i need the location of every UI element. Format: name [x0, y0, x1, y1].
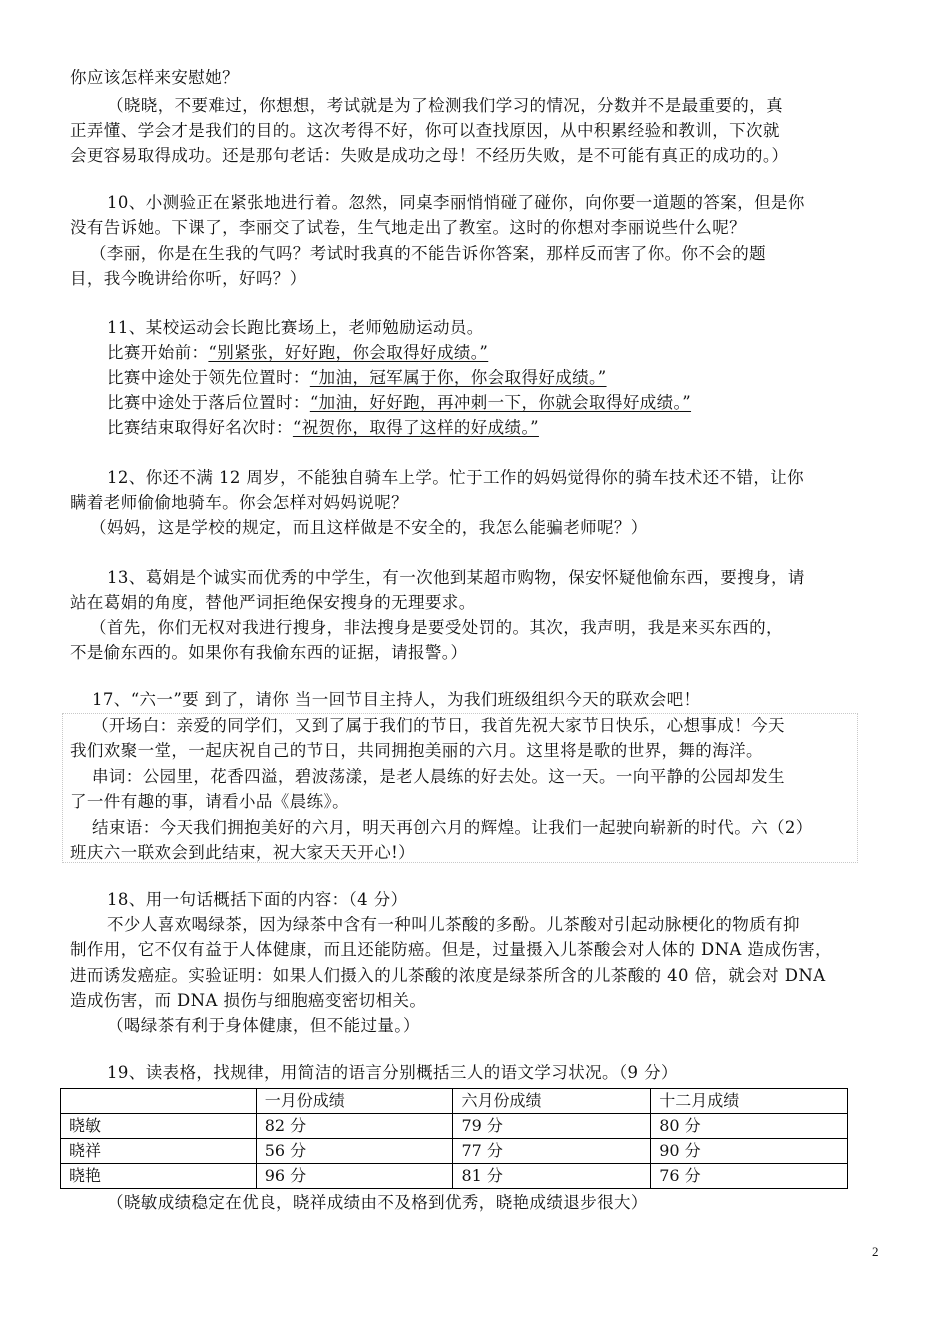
q10-question: 没有告诉她。下课了，李丽交了试卷，生气地走出了教室。这时的你想对李丽说些什么呢？ — [70, 218, 746, 237]
q9-answer-line: （晓晓，不要难过，你想想，考试就是为了检测我们学习的情况，分数并不是最重要的，真 — [107, 96, 783, 115]
table-cell: 79 分 — [453, 1114, 651, 1139]
score-table-header — [61, 1089, 848, 1114]
q17-answer-line: （开场白：亲爱的同学们，又到了属于我们的节日，我首先祝大家节日快乐，心想事成！今天 — [92, 716, 785, 735]
table-cell: 96 分 — [256, 1164, 453, 1189]
q17-answer-line: 串词：公园里，花香四溢，碧波荡漾，是老人晨练的好去处。这一天。一向平静的公园却发生 — [92, 767, 785, 786]
table-cell: 晓祥 — [61, 1139, 257, 1164]
table-header-cell — [61, 1089, 257, 1114]
table-cell: 80 分 — [651, 1114, 848, 1139]
q18-passage-line: 造成伤害，而 DNA 损伤与细胞癌变密切相关。 — [70, 991, 427, 1010]
q11-item — [107, 367, 607, 389]
table-header-cell: 一月份成绩 — [256, 1089, 453, 1114]
q18-passage-line: 不少人喜欢喝绿茶，因为绿茶中含有一种叫儿茶酸的多酚。儿茶酸对引起动脉梗化的物质有抑 — [107, 915, 800, 934]
q11-item-label: 比赛中途处于落后位置时： — [107, 393, 310, 412]
q19-question: 19、读表格，找规律，用简洁的语言分别概括三人的语文学习状况。（9 分） — [107, 1063, 678, 1082]
table-cell: 56 分 — [256, 1139, 453, 1164]
q17-answer-line: 班庆六一联欢会到此结束，祝大家天天开心!） — [70, 843, 416, 862]
score-table — [60, 1088, 848, 1189]
q18-question: 18、用一句话概括下面的内容：（4 分） — [107, 890, 408, 909]
q13-question: 13、葛娟是个诚实而优秀的中学生，有一次他到某超市购物，保安怀疑他偷东西，要搜身，请 — [107, 568, 805, 587]
q9-answer-line: 会更容易取得成功。还是那句老话：失败是成功之母！不经历失败，是不可能有真正的成功的。） — [70, 146, 789, 165]
q18-answer-line: （喝绿茶有利于身体健康，但不能过量。） — [107, 1016, 420, 1035]
q11-item-answer: “祝贺你，取得了这样的好成绩。” — [292, 418, 539, 437]
q12-question: 12、你还不满 12 周岁，不能独自骑车上学。忙于工作的妈妈觉得你的骑车技术还不错，让你 — [107, 468, 805, 487]
table-row — [61, 1114, 848, 1139]
q11-item-answer: “加油，冠军属于你，你会取得好成绩。” — [309, 368, 607, 387]
table-header-cell: 六月份成绩 — [453, 1089, 651, 1114]
q11-item-answer: “加油，好好跑，再冲刺一下，你就会取得好成绩。” — [309, 393, 692, 412]
q18-passage-line: 进而诱发癌症。实验证明：如果人们摄入的儿茶酸的浓度是绿茶所含的儿茶酸的 40 倍，就会对 DNA — [70, 966, 826, 985]
q10-answer-line: （李丽，你是在生我的气吗？考试时我真的不能告诉你答案，那样反而害了你。你不会的题 — [90, 244, 766, 263]
page-number: 2 — [872, 1244, 879, 1259]
table-cell: 晓艳 — [61, 1164, 257, 1189]
table-row — [61, 1139, 848, 1164]
q13-question: 站在葛娟的角度，替他严词拒绝保安搜身的无理要求。 — [70, 593, 476, 612]
q10-question: 10、小测验正在紧张地进行着。忽然，同桌李丽悄悄碰了碰你，向你要一道题的答案，但是你 — [107, 193, 805, 212]
q9-answer-line: 正弄懂、学会才是我们的目的。这次考得不好，你可以查找原因，从中积累经验和教训，下次就 — [70, 121, 780, 140]
q13-answer-line: （首先，你们无权对我进行搜身，非法搜身是要受处罚的。其次，我声明，我是来买东西的， — [90, 618, 783, 637]
table-header-cell: 十二月成绩 — [651, 1089, 848, 1114]
table-cell: 81 分 — [453, 1164, 651, 1189]
q11-item-answer: “别紧张，好好跑，你会取得好成绩。” — [208, 343, 489, 362]
q13-answer-line: 不是偷东西的。如果你有我偷东西的证据，请报警。） — [70, 643, 468, 662]
q17-answer-line: 我们欢聚一堂，一起庆祝自己的节日，共同拥抱美丽的六月。这里将是歌的世界，舞的海洋。 — [70, 741, 763, 760]
table-cell: 90 分 — [651, 1139, 848, 1164]
q11-question: 11、某校运动会长跑比赛场上，老师勉励运动员。 — [107, 318, 484, 337]
q19-answer-line: （晓敏成绩稳定在优良，晓祥成绩由不及格到优秀，晓艳成绩退步很大） — [107, 1193, 648, 1212]
table-cell: 82 分 — [256, 1114, 453, 1139]
q11-item — [107, 392, 691, 414]
table-cell: 76 分 — [651, 1164, 848, 1189]
q9-question: 你应该怎样来安慰她？ — [70, 68, 239, 87]
q12-answer-line: （妈妈，这是学校的规定，而且这样做是不安全的，我怎么能骗老师呢？） — [90, 518, 648, 537]
q17-answer-line: 结束语：今天我们拥抱美好的六月，明天再创六月的辉煌。让我们一起驶向崭新的时代。六（2） — [92, 818, 813, 837]
q11-item-label: 比赛中途处于领先位置时： — [107, 368, 310, 387]
q11-item — [107, 342, 488, 364]
table-cell: 晓敏 — [61, 1114, 257, 1139]
q11-item-label: 比赛结束取得好名次时： — [107, 418, 293, 437]
q17-answer-line: 了一件有趣的事，请看小品《晨练》。 — [70, 792, 350, 811]
q10-answer-line: 目，我今晚讲给你听，好吗？） — [70, 269, 307, 288]
q17-question: 17、“六一”要 到了，请你 当一回节目主持人，为我们班级组织今天的联欢会吧！ — [92, 690, 701, 709]
table-row — [61, 1164, 848, 1189]
q18-passage-line: 制作用，它不仅有益于人体健康，而且还能防癌。但是，过量摄入儿茶酸会对人体的 DNA 造成伤害， — [70, 940, 832, 959]
table-cell: 77 分 — [453, 1139, 651, 1164]
q11-item-label: 比赛开始前： — [107, 343, 209, 362]
q11-item — [107, 417, 539, 439]
q12-question: 瞒着老师偷偷地骑车。你会怎样对妈妈说呢？ — [70, 493, 408, 512]
